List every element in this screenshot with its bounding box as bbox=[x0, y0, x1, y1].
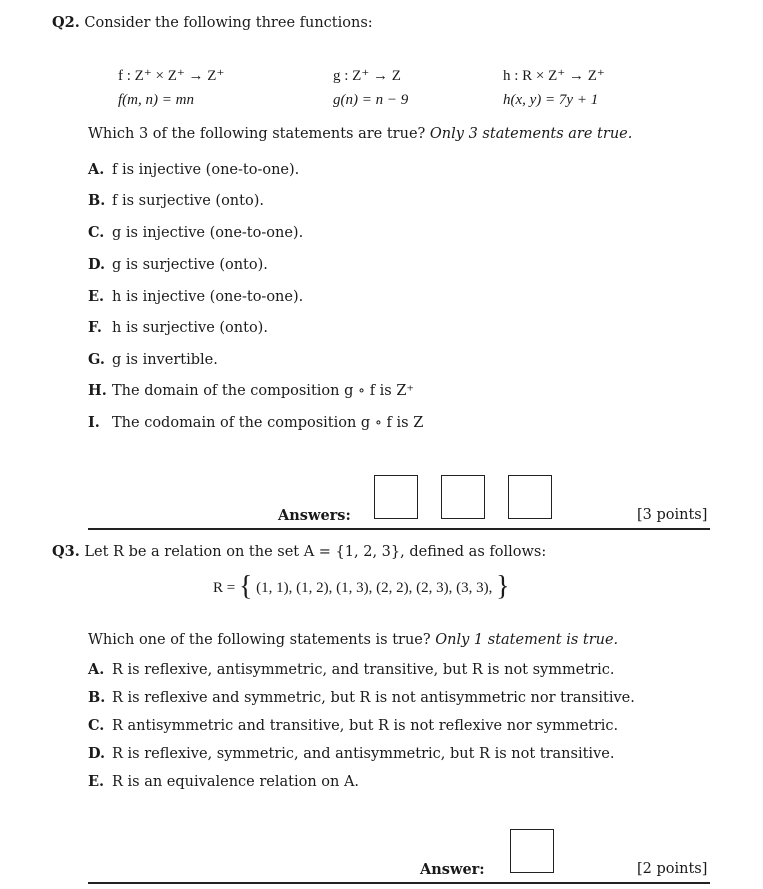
option-text: h is surjective (onto). bbox=[112, 320, 268, 336]
option-text: The codomain of the composition g ∘ f is Z bbox=[112, 415, 424, 431]
q3-header bbox=[52, 543, 546, 560]
q3-option-c bbox=[88, 717, 618, 734]
q2-option-a bbox=[88, 161, 299, 178]
q2-answer-box-3[interactable] bbox=[508, 475, 552, 519]
option-text: h is injective (one-to-one). bbox=[112, 289, 304, 305]
q3-answer-box[interactable] bbox=[510, 829, 554, 873]
q2-divider bbox=[88, 528, 710, 530]
relation-definition bbox=[213, 568, 510, 600]
q3-option-e bbox=[88, 773, 359, 790]
option-letter: C. bbox=[88, 224, 105, 241]
q3-intro: Let R be a relation on the set A = {1, 2, 3}, defined as follows: bbox=[84, 544, 547, 560]
option-letter: C. bbox=[88, 717, 105, 734]
q2-question-note: Only 3 statements are true. bbox=[429, 126, 633, 142]
option-text: R antisymmetric and transitive, but R is not reflexive nor symmetric. bbox=[112, 718, 619, 734]
option-letter: A. bbox=[88, 661, 105, 678]
option-letter: I. bbox=[88, 414, 100, 431]
option-letter: B. bbox=[88, 192, 106, 209]
option-letter: G. bbox=[88, 351, 105, 368]
option-letter: H. bbox=[88, 382, 107, 399]
function-h-signature: h : R × Z⁺ → Z⁺ bbox=[503, 68, 605, 84]
relation-brace-open: { bbox=[238, 571, 253, 602]
option-letter: D. bbox=[88, 256, 106, 273]
q2-option-e bbox=[88, 288, 303, 305]
q3-question bbox=[88, 632, 618, 648]
option-letter: E. bbox=[88, 288, 105, 305]
option-letter: F. bbox=[88, 319, 102, 336]
option-text: The domain of the composition g ∘ f is Z⁺ bbox=[112, 383, 415, 399]
q2-question-text: Which 3 of the following statements are true? bbox=[88, 126, 426, 142]
option-text: R is reflexive, antisymmetric, and transitive, but R is not symmetric. bbox=[112, 662, 615, 678]
q2-option-h bbox=[88, 382, 414, 399]
q2-label: Q2. bbox=[52, 14, 80, 31]
option-text: g is injective (one-to-one). bbox=[112, 225, 304, 241]
option-letter: E. bbox=[88, 773, 105, 790]
q2-points: [3 points] bbox=[637, 507, 708, 523]
function-g-definition: g(n) = n − 9 bbox=[333, 92, 409, 108]
q3-option-d bbox=[88, 745, 614, 762]
q3-points: [2 points] bbox=[637, 861, 708, 877]
option-text: R is an equivalence relation on A. bbox=[112, 774, 360, 790]
q2-answer-box-2[interactable] bbox=[441, 475, 485, 519]
option-text: R is reflexive and symmetric, but R is not antisymmetric nor transitive. bbox=[112, 690, 635, 706]
q3-question-text: Which one of the following statements is true? bbox=[88, 632, 431, 648]
q2-answers-label: Answers: bbox=[278, 507, 351, 524]
option-letter: D. bbox=[88, 745, 106, 762]
option-text: g is invertible. bbox=[112, 352, 218, 368]
option-letter: A. bbox=[88, 161, 105, 178]
option-letter: B. bbox=[88, 689, 106, 706]
q2-header bbox=[52, 14, 373, 31]
option-text: g is surjective (onto). bbox=[112, 257, 268, 273]
relation-lhs: R = bbox=[213, 580, 236, 596]
relation-brace-close: } bbox=[496, 571, 510, 602]
q2-intro: Consider the following three functions: bbox=[84, 15, 373, 31]
q3-divider bbox=[88, 882, 710, 884]
q3-label: Q3. bbox=[52, 543, 80, 560]
q2-option-d bbox=[88, 256, 268, 273]
option-text: f is surjective (onto). bbox=[112, 193, 264, 209]
option-text: R is reflexive, symmetric, and antisymmetric, but R is not transitive. bbox=[112, 746, 615, 762]
q3-option-a bbox=[88, 661, 614, 678]
function-f-signature: f : Z⁺ × Z⁺ → Z⁺ bbox=[118, 68, 225, 84]
q3-option-b bbox=[88, 689, 635, 706]
function-f-definition: f(m, n) = mn bbox=[118, 92, 194, 108]
function-h-definition: h(x, y) = 7y + 1 bbox=[503, 92, 599, 108]
q2-option-i bbox=[88, 414, 423, 431]
q2-answer-box-1[interactable] bbox=[374, 475, 418, 519]
function-g-signature: g : Z⁺ → Z bbox=[333, 68, 401, 84]
q2-option-b bbox=[88, 192, 264, 209]
q2-option-f bbox=[88, 319, 268, 336]
q2-question bbox=[88, 126, 632, 142]
q2-option-c bbox=[88, 224, 303, 241]
relation-set: (1, 1), (1, 2), (1, 3), (2, 2), (2, 3), (3, 3), bbox=[256, 580, 493, 596]
q2-option-g bbox=[88, 351, 218, 368]
q3-question-note: Only 1 statement is true. bbox=[435, 632, 619, 648]
option-text: f is injective (one-to-one). bbox=[112, 162, 300, 178]
q3-answer-label: Answer: bbox=[420, 861, 485, 878]
